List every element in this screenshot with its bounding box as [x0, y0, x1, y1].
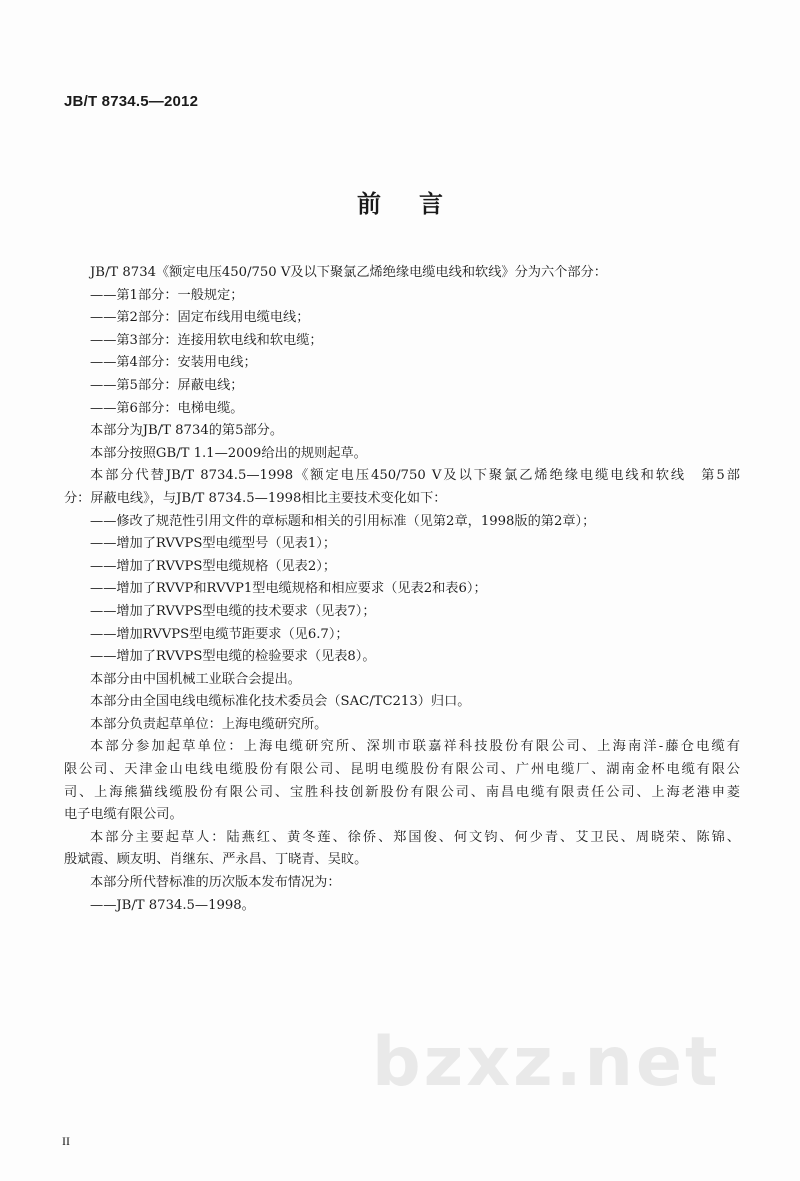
- standard-code: JB/T 8734.5—2012: [64, 93, 199, 110]
- paragraph-line: JB/T 8734《额定电压450/750 V及以下聚氯乙烯绝缘电缆电线和软线》分为六个部分：: [90, 265, 607, 280]
- paragraph-line: 本部分代替JB/T 8734.5—1998《额定电压450/750 V及以下聚氯乙烯绝缘电缆电线和软线 第5部: [90, 468, 740, 484]
- page-number: II: [62, 1134, 70, 1148]
- paragraph-line: 司、上海熊猫线缆股份有限公司、宝胜科技创新股份有限公司、南昌电缆有限责任公司、上海老港申菱: [64, 784, 740, 800]
- list-item: ——第3部分：连接用软电线和软电缆；: [90, 332, 323, 348]
- paragraph-line: 本部分由全国电线电缆标准化技术委员会（SAC/TC213）归口。: [90, 694, 471, 710]
- paragraph-line: 本部分所代替标准的历次版本发布情况为：: [90, 875, 341, 891]
- list-item: ——增加了RVVPS型电缆规格（见表2）；: [90, 558, 337, 574]
- list-item: ——JB/T 8734.5—1998。: [90, 897, 255, 913]
- paragraph-line: 殷斌霞、顾友明、肖继东、严永昌、丁晓青、吴旼。: [64, 852, 368, 868]
- list-item: ——第6部分：电梯电缆。: [90, 400, 244, 416]
- paragraph-line: 分：屏蔽电线》，与JB/T 8734.5—1998相比主要技术变化如下：: [64, 490, 447, 506]
- watermark: bzxz.net: [372, 1023, 721, 1102]
- list-item: ——第1部分：一般规定；: [90, 287, 244, 303]
- paragraph-line: 本部分负责起草单位：上海电缆研究所。: [90, 716, 328, 732]
- paragraph-line: 本部分为JB/T 8734的第5部分。: [90, 423, 284, 439]
- paragraph-line: 限公司、天津金山电线电缆股份有限公司、昆明电缆股份有限公司、广州电缆厂、湖南金杯电缆有限公: [64, 762, 740, 778]
- list-item: ——增加了RVVPS型电缆型号（见表1）；: [90, 536, 337, 552]
- list-item: ——第5部分：屏蔽电线；: [90, 377, 244, 393]
- list-item: ——第4部分：安装用电线；: [90, 355, 257, 371]
- page-title: 前言: [357, 190, 481, 218]
- list-item: ——第2部分：固定布线用电缆电线；: [90, 310, 310, 326]
- list-item: ——增加了RVVPS型电缆的检验要求（见表8）。: [90, 649, 376, 665]
- list-item: ——增加RVVPS型电缆节距要求（见6.7）；: [90, 626, 349, 642]
- paragraph-line: 本部分主要起草人：陆燕红、黄冬莲、徐侨、郑国俊、何文钧、何少青、艾卫民、周晓荣、陈锦、: [90, 829, 740, 845]
- paragraph-line: 本部分由中国机械工业联合会提出。: [90, 671, 301, 687]
- foreword-body: [64, 262, 740, 917]
- list-item: ——增加了RVVP和RVVP1型电缆规格和相应要求（见表2和表6）；: [90, 581, 487, 597]
- list-item: ——增加了RVVPS型电缆的技术要求（见表7）；: [90, 603, 376, 619]
- paragraph-line: 本部分参加起草单位：上海电缆研究所、深圳市联嘉祥科技股份有限公司、上海南洋-藤仓电缆有: [90, 739, 740, 755]
- paragraph-line: 电子电缆有限公司。: [64, 807, 183, 823]
- paragraph-line: 本部分按照GB/T 1.1—2009给出的规则起草。: [90, 445, 367, 461]
- list-item: ——修改了规范性引用文件的章标题和相关的引用标准（见第2章，1998版的第2章）；: [90, 513, 596, 529]
